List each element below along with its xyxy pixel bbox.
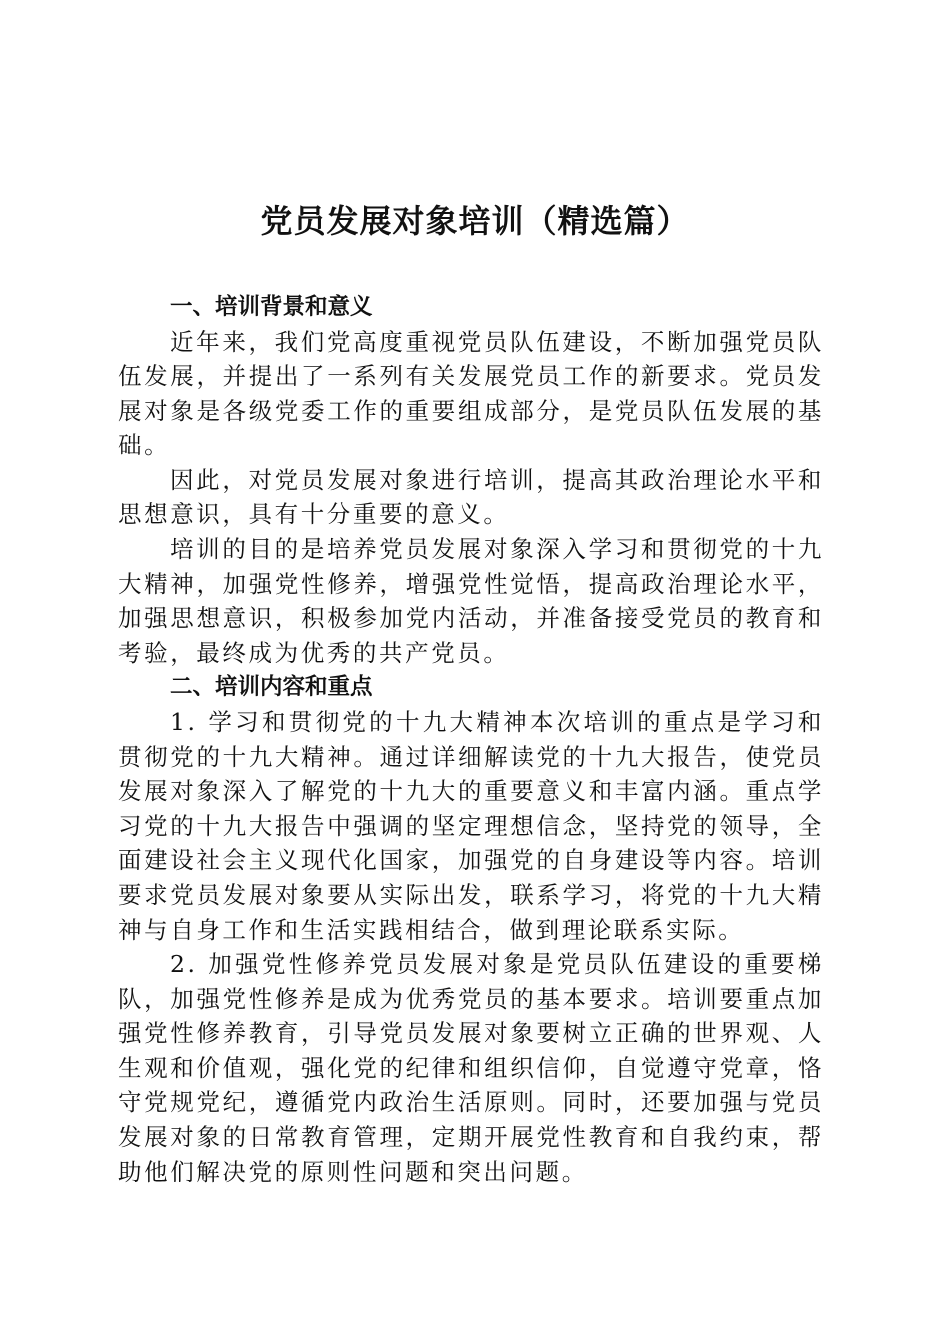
paragraph: 培训的目的是培养党员发展对象深入学习和贯彻党的十九大精神，加强党性修养，增强党性觉悟，提高政治理论水平，加强思想意识，积极参加党内活动，并准备接受党员的教育和考验，最终成为优秀的共产党员。 <box>118 535 824 667</box>
section-background <box>118 290 824 670</box>
paragraph: 2. 加强党性修养党员发展对象是党员队伍建设的重要梯队，加强党性修养是成为优秀党员的基本要求。培训要重点加强党性修养教育，引导党员发展对象要树立正确的世界观、人生观和价值观，强化党的纪律和组织信仰，自觉遵守党章，恪守党规党纪，遵循党内政治生活原则。同时，还要加强与党员发展对象的日常教育管理，定期开展党性教育和自我约束，帮助他们解决党的原则性问题和突出问题。 <box>118 950 824 1186</box>
section-content <box>118 670 824 1189</box>
document-body <box>118 290 824 1189</box>
section-heading: 一、培训背景和意义 <box>170 294 373 320</box>
section-heading: 二、培训内容和重点 <box>170 674 373 701</box>
paragraph: 1. 学习和贯彻党的十九大精神本次培训的重点是学习和贯彻党的十九大精神。通过详细解读党的十九大报告，使党员发展对象深入了解党的十九大的重要意义和丰富内涵。重点学习党的十九大报告中强调的坚定理想信念，坚持党的领导，全面建设社会主义现代化国家，加强党的自身建设等内容。培训要求党员发展对象要从实际出发，联系学习，将党的十九大精神与自身工作和生活实践相结合，做到理论联系实际。 <box>118 707 824 944</box>
document-title: 党员发展对象培训（精选篇） <box>260 202 690 240</box>
paragraph: 因此，对党员发展对象进行培训，提高其政治理论水平和思想意识，具有十分重要的意义。 <box>118 465 824 529</box>
paragraph: 近年来，我们党高度重视党员队伍建设，不断加强党员队伍发展，并提出了一系列有关发展党员工作的新要求。党员发展对象是各级党委工作的重要组成部分，是党员队伍发展的基础。 <box>118 327 824 460</box>
